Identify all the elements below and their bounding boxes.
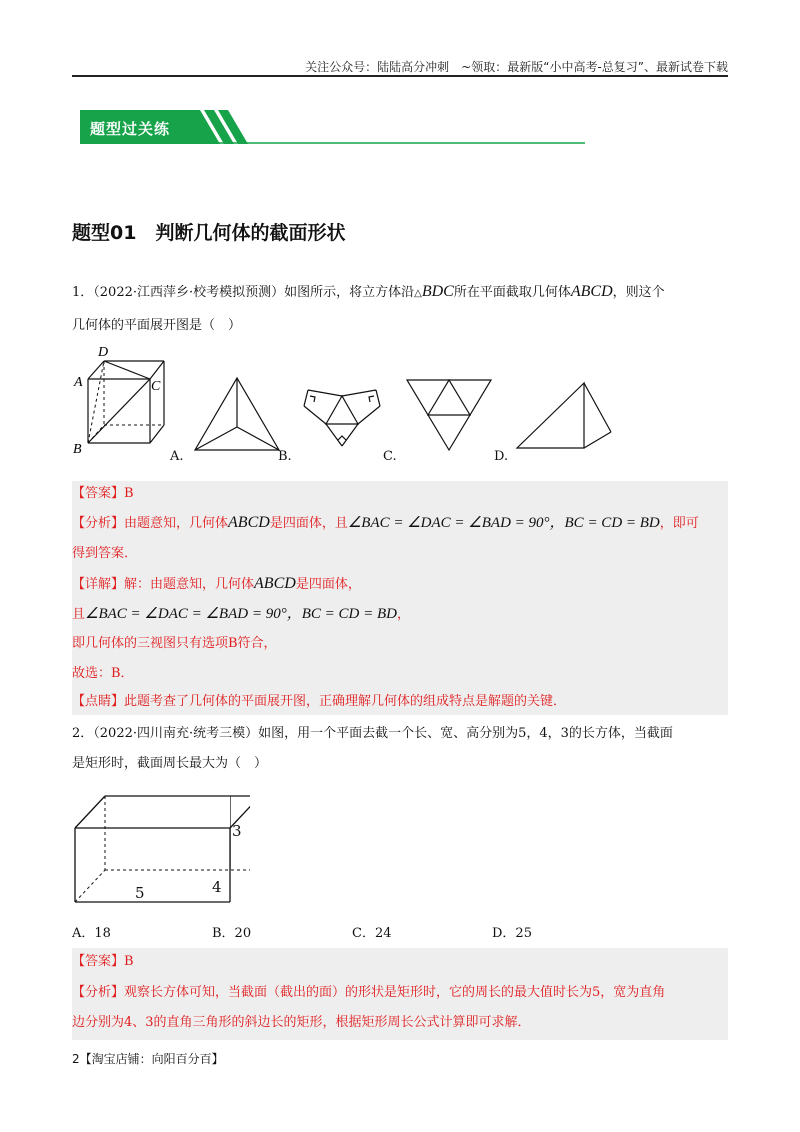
q2-option-c: C．24 [352,926,392,941]
box-label-length: 5 [135,884,145,902]
option-b-label: B. [278,449,292,464]
a1-detail-line3: 即几何体的三视图只有选项B符合， [72,636,277,651]
option-b-figure [298,378,388,450]
a2-analysis: 【分析】观察长方体可知，当截面（截出的面）的形状是矩形时，它的周长的最大值时长为5，宽为直角 [72,985,666,1000]
section-title: 题型01 判断几何体的截面形状 [72,222,346,244]
q2-option-d: D．25 [492,926,532,941]
a1-comment: 【点睛】此题考查了几何体的平面展开图，正确理解几何体的组成特点是解题的关键． [72,694,567,709]
q1-line2: 几何体的平面展开图是（ ） [72,318,242,333]
page-footer: 2【淘宝店铺：向阳百分百】 [72,1052,224,1066]
label-d: D [98,345,109,360]
q2-option-a: A．18 [72,926,111,941]
option-a-figure [192,375,287,455]
label-b: B [73,442,82,457]
a1-analysis-line2: 得到答案． [72,546,138,561]
header-rule [72,75,728,77]
option-c-figure [404,377,494,453]
box-label-width: 4 [212,878,222,896]
label-a: A [74,375,83,390]
box-label-height: 3 [232,822,242,840]
a1-detail-line2: 且∠BAC = ∠DAC = ∠BAD = 90°，BC = CD = BD， [72,606,410,622]
cube-figure [70,342,170,460]
box-figure-right [230,790,260,910]
banner-label: 题型过关练 [90,120,171,138]
option-d-figure [514,380,614,450]
option-a-label: A. [170,449,184,464]
option-d-label: D. [494,449,509,464]
q1-line1: 1．（2022·江西萍乡·校考模拟预测）如图所示，将立方体沿△BDC所在平面截取几何体ABCD，则这个 [72,283,665,300]
a1-answer: 【答案】B [72,486,134,501]
q2-option-b: B．20 [212,926,252,941]
a1-detail-line4: 故选：B． [72,666,134,681]
option-c-label: C. [383,449,397,464]
label-c: C [151,379,161,394]
box-figure [70,790,250,910]
q2-line1: 2．（2022·四川南充·统考三模）如图，用一个平面去截一个长、宽、高分别为5，4，3的长方体，当截面 [72,726,673,741]
q2-line2: 是矩形时，截面周长最大为（ ） [72,756,268,771]
page-header: 关注公众号：陆陆高分冲刺 ~领取：最新版“小中高考-总复习”、最新试卷下载 [305,60,728,74]
a2-answer: 【答案】B [72,954,134,969]
a2-analysis-line2: 边分别为4、3的直角三角形的斜边长的矩形，根据矩形周长公式计算即可求解． [72,1015,531,1030]
a1-analysis: 【分析】由题意知，几何体ABCD是四面体，且∠BAC = ∠DAC = ∠BAD = 90°，BC = CD = BD，即可 [72,514,699,531]
a1-detail: 【详解】解：由题意知，几何体ABCD是四面体， [72,575,361,592]
